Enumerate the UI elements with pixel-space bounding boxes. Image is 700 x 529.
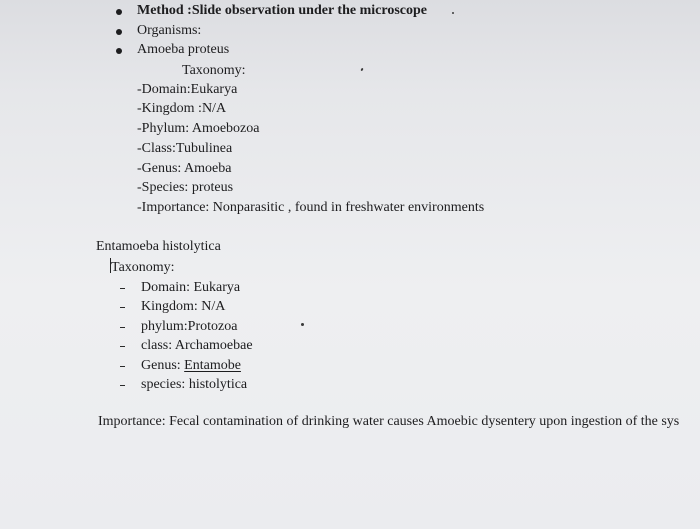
taxonomy2-kingdom: Kingdom: N/A <box>141 299 226 314</box>
genus-value: Entamobe <box>184 358 241 373</box>
taxonomy2-heading-text: Taxonomy: <box>111 260 175 275</box>
speck-mark <box>360 68 363 72</box>
taxonomy2-importance: Importance: Fecal contamination of drinking water causes Amoebic dysentery upon ingestion of the sys <box>98 414 680 429</box>
dash-icon <box>120 288 125 289</box>
dash-icon <box>120 327 125 328</box>
organism2-name: Entamoeba histolytica <box>96 239 221 254</box>
dash-icon <box>120 366 125 367</box>
taxonomy-line-phylum: -Phylum: Amoebozoa <box>137 121 260 136</box>
genus-label: Genus: <box>141 358 185 373</box>
taxonomy2-heading <box>110 258 175 277</box>
organism-name: Amoeba proteus <box>137 42 230 57</box>
bullet-icon <box>116 48 122 54</box>
speck-mark <box>452 12 454 14</box>
dash-icon <box>120 346 125 347</box>
taxonomy-line-kingdom: -Kingdom :N/A <box>137 101 227 116</box>
taxonomy-line-importance: -Importance: Nonparasitic , found in freshwater environments <box>137 200 485 215</box>
taxonomy-line-genus: -Genus: Amoeba <box>137 161 232 176</box>
organisms-label: Organisms: <box>137 23 202 38</box>
taxonomy-heading: Taxonomy: <box>182 63 246 78</box>
method-text: Slide observation under the microscope <box>191 3 427 18</box>
bullet-icon <box>116 9 122 15</box>
dash-icon <box>120 307 125 308</box>
taxonomy2-species: species: histolytica <box>141 377 248 392</box>
speck-mark <box>301 323 304 326</box>
taxonomy-line-class: -Class:Tubulinea <box>137 141 233 156</box>
method-prefix: Method : <box>137 3 192 18</box>
dash-icon <box>120 385 125 386</box>
taxonomy-line-species: -Species: proteus <box>137 180 234 195</box>
method-line <box>137 2 427 20</box>
bullet-icon <box>116 29 122 35</box>
taxonomy2-genus <box>141 357 241 375</box>
taxonomy2-phylum: phylum:Protozoa <box>141 319 238 334</box>
taxonomy-line-domain: -Domain:Eukarya <box>137 82 238 97</box>
taxonomy2-class: class: Archamoebae <box>141 338 253 353</box>
importance-clip <box>98 413 700 433</box>
taxonomy2-domain: Domain: Eukarya <box>141 280 241 295</box>
